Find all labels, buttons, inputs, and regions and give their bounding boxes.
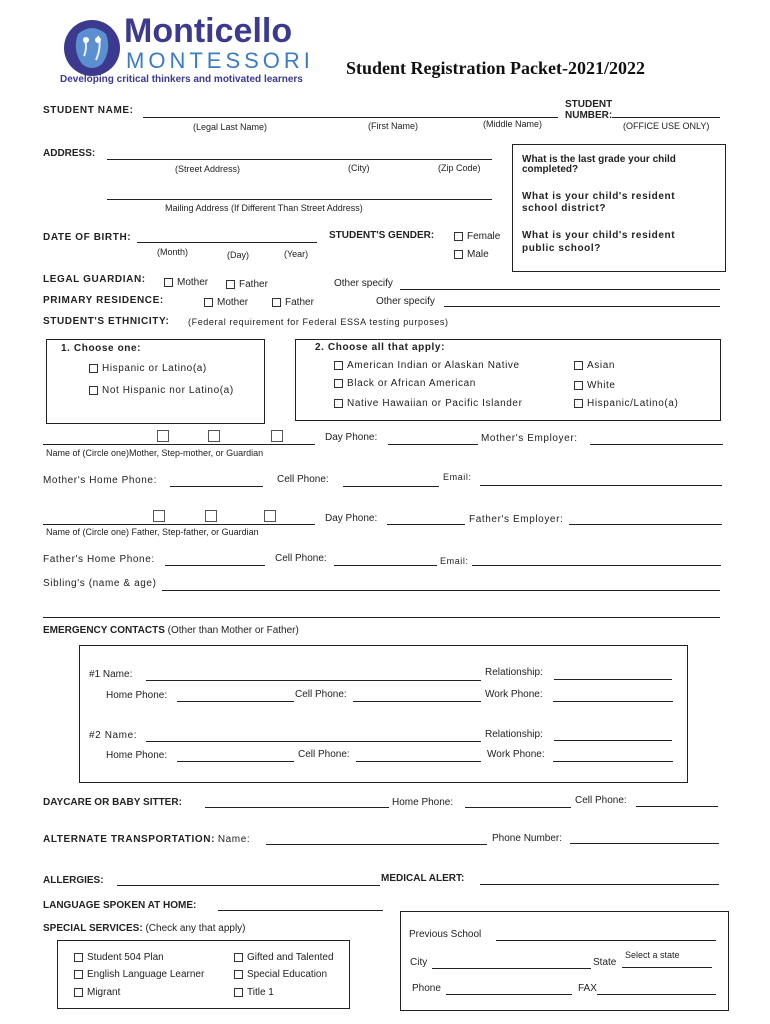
allergies-field[interactable] [117,885,380,886]
father-circle-checkbox-2[interactable] [205,510,217,522]
transport-name-label: Name: [217,834,251,845]
student-name-label: STUDENT NAME: [43,105,134,116]
contact2-name-field[interactable] [146,741,481,742]
male-checkbox[interactable] [454,250,463,259]
daycare-home-label: Home Phone: [392,797,454,808]
hispanic2-option[interactable] [574,398,678,409]
male-label: Male [467,249,489,260]
language-field[interactable] [218,910,383,911]
previous-school-label: Previous School [409,929,482,940]
siblings-field[interactable] [162,590,720,591]
district-question: What is your child's resident [522,191,676,202]
contact2-name-label: #2 Name: [89,730,138,741]
residence-father-checkbox[interactable] [272,298,281,307]
mother-day-phone-label: Day Phone: [325,432,378,443]
father-email-label: Email: [440,556,469,566]
migrant-checkbox[interactable] [74,988,83,997]
contact2-work-label: Work Phone: [487,749,545,760]
special-note: (Check any that apply) [145,923,246,934]
transport-phone-field[interactable] [570,843,719,844]
contact2-relationship-field[interactable] [554,740,672,741]
previous-school-field[interactable] [496,940,716,941]
gifted-checkbox[interactable] [234,953,243,962]
hispanic-checkbox[interactable] [89,364,98,373]
special-label: SPECIAL SERVICES: [43,923,143,934]
previous-school-box [400,911,729,1011]
last-grade-question: What is the last grade your child [522,154,676,165]
year-caption: (Year) [284,249,309,259]
prev-fax-label: FAX [578,983,597,994]
american-indian-label: American Indian or Alaskan Native [347,360,520,371]
asian-option[interactable] [574,360,615,371]
public-school-question-2: public school? [522,243,601,254]
student-name-field[interactable] [143,117,558,118]
asian-label: Asian [587,360,616,371]
guardian-mother-checkbox[interactable] [164,278,173,287]
ell-checkbox[interactable] [74,970,83,979]
guardian-father-label: Father [239,279,268,290]
mother-email-label: Email: [443,472,472,482]
address-label: ADDRESS: [43,148,96,159]
gifted-label: Gifted and Talented [247,952,334,963]
residence-other-label: Other specify [376,296,435,307]
white-option[interactable] [574,380,616,391]
daycare-label: DAYCARE OR BABY SITTER: [43,797,182,808]
dob-label: DATE OF BIRTH: [43,232,132,243]
gender-label: STUDENT'S GENDER: [329,230,435,241]
street-address-field[interactable] [107,159,492,160]
s504-checkbox[interactable] [74,953,83,962]
contact1-home-field[interactable] [177,701,294,702]
prev-phone-field[interactable] [446,994,572,995]
transport-name-field[interactable] [266,844,487,845]
sped-option[interactable] [234,969,327,980]
guardian-label: LEGAL GUARDIAN: [43,274,146,285]
mother-day-phone-field[interactable] [388,444,478,445]
father-circle-checkbox-1[interactable] [153,510,165,522]
student-number-field[interactable] [612,117,720,118]
hispanic-option[interactable] [89,363,207,374]
female-label: Female [467,231,501,242]
father-email-field[interactable] [472,565,721,566]
ethnicity-note: (Federal requirement for Federal ESSA testing purposes) [188,317,449,327]
contact1-name-label: #1 Name: [89,669,133,680]
mother-circle-checkbox-1[interactable] [157,430,169,442]
ell-label: English Language Learner [87,969,205,980]
daycare-name-field[interactable] [205,807,389,808]
hispanic2-checkbox[interactable] [574,399,583,408]
residence-father-option[interactable] [272,297,314,308]
choose-all-heading: 2. Choose all that apply: [315,342,446,353]
title1-checkbox[interactable] [234,988,243,997]
mother-home-phone-field[interactable] [170,486,263,487]
mother-cell-field[interactable] [343,486,439,487]
prev-phone-label: Phone [412,983,441,994]
american-indian-checkbox[interactable] [334,361,343,370]
choose-one-heading: 1. Choose one: [61,343,142,354]
contact1-work-label: Work Phone: [485,689,543,700]
father-employer-label: Father's Employer: [469,514,564,525]
medical-alert-label: MEDICAL ALERT: [381,873,465,884]
contact2-cell-label: Cell Phone: [298,749,350,760]
mother-email-field[interactable] [480,485,722,486]
guardian-other-field[interactable] [400,289,720,290]
sped-label: Special Education [247,969,328,980]
student-number-label-1: STUDENT [565,99,613,110]
logo-subname: MONTESSORI [126,48,314,73]
residence-other-field[interactable] [444,306,720,307]
father-cell-field[interactable] [334,565,437,566]
guardian-father-option[interactable] [226,279,268,290]
father-day-phone-label: Day Phone: [325,513,378,524]
logo-name: Monticello [124,12,293,50]
not-hispanic-label: Not Hispanic nor Latino(a) [102,385,234,396]
daycare-cell-field[interactable] [636,806,718,807]
day-caption: (Day) [227,250,249,260]
hispanic2-label: Hispanic/Latino(a) [587,398,679,409]
contact1-work-field[interactable] [553,701,673,702]
mother-circle-checkbox-3[interactable] [271,430,283,442]
black-checkbox[interactable] [334,379,343,388]
gifted-option[interactable] [234,952,334,963]
guardian-father-checkbox[interactable] [226,280,235,289]
prev-state-select[interactable]: Select a state [625,950,680,960]
contact1-relationship-field[interactable] [554,679,672,680]
medical-alert-field[interactable] [480,884,719,885]
mother-name-field[interactable] [43,444,315,445]
emergency-heading [43,625,299,636]
father-name-field[interactable] [43,524,315,525]
mother-employer-label: Mother's Employer: [481,433,578,444]
contact1-home-label: Home Phone: [106,690,168,701]
ell-option[interactable] [74,969,204,980]
siblings-field-2[interactable] [43,617,720,618]
street-caption: (Street Address) [175,164,241,174]
hawaiian-checkbox[interactable] [334,399,343,408]
prev-state-label: State [593,957,617,968]
title1-option[interactable] [234,987,274,998]
father-name-caption: Name of (Circle one) Father, Step-father, or Guardian [46,527,259,537]
father-home-phone-field[interactable] [165,565,265,566]
owl-globe-icon [58,16,124,82]
dob-field[interactable] [137,242,317,243]
father-home-phone-label: Father's Home Phone: [43,554,155,565]
guardian-mother-option[interactable] [164,277,208,288]
middle-name-caption: (Middle Name) [483,119,543,129]
mother-circle-checkbox-2[interactable] [208,430,220,442]
prev-state-field [622,967,712,968]
migrant-label: Migrant [87,987,121,998]
school-logo [58,14,328,86]
mother-home-phone-label: Mother's Home Phone: [43,475,157,486]
district-question-2: school district? [522,203,607,214]
page-title: Student Registration Packet-2021/2022 [346,58,645,78]
mailing-caption: Mailing Address (If Different Than Street Address) [165,203,363,213]
contact2-relationship-label: Relationship: [485,729,543,740]
not-hispanic-option[interactable] [89,385,234,396]
guardian-mother-label: Mother [177,277,209,288]
sped-checkbox[interactable] [234,970,243,979]
zip-caption: (Zip Code) [438,163,481,173]
school-history-box [512,144,726,272]
residence-label: PRIMARY RESIDENCE: [43,295,164,306]
emergency-label: EMERGENCY CONTACTS [43,625,165,636]
month-caption: (Month) [157,247,189,257]
hispanic-label: Hispanic or Latino(a) [102,363,207,374]
siblings-label: Sibling's (name & age) [43,578,157,589]
daycare-home-field[interactable] [465,807,571,808]
contact1-name-field[interactable] [146,680,481,681]
female-checkbox[interactable] [454,232,463,241]
s504-label: Student 504 Plan [87,952,164,963]
guardian-other-label: Other specify [334,278,393,289]
black-label: Black or African American [347,378,476,389]
father-circle-checkbox-3[interactable] [264,510,276,522]
transport-label: ALTERNATE TRANSPORTATION: [43,834,216,845]
migrant-option[interactable] [74,987,120,998]
american-indian-option[interactable] [334,360,520,371]
contact1-relationship-label: Relationship: [485,667,543,678]
emergency-box [79,645,688,783]
s504-option[interactable] [74,952,164,963]
mailing-address-field[interactable] [107,199,492,200]
mother-cell-label: Cell Phone: [277,474,329,485]
emergency-note: (Other than Mother or Father) [167,625,299,636]
contact1-cell-label: Cell Phone: [295,689,347,700]
father-day-phone-field[interactable] [387,524,465,525]
special-heading [43,923,246,934]
contact2-home-label: Home Phone: [106,750,168,761]
title1-label: Title 1 [247,987,274,998]
asian-checkbox[interactable] [574,361,583,370]
transport-heading [43,834,250,845]
residence-mother-checkbox[interactable] [204,298,213,307]
residence-father-label: Father [285,297,314,308]
contact2-work-field[interactable] [553,761,673,762]
first-name-caption: (First Name) [368,121,418,131]
public-school-question: What is your child's resident [522,230,676,241]
last-grade-question-2: completed? [522,164,579,175]
father-employer-field[interactable] [569,524,722,525]
not-hispanic-checkbox[interactable] [89,386,98,395]
office-use-caption: (OFFICE USE ONLY) [623,121,710,131]
contact2-cell-field[interactable] [356,761,481,762]
hawaiian-option[interactable] [334,398,523,409]
allergies-label: ALLERGIES: [43,875,104,886]
contact1-cell-field[interactable] [353,701,481,702]
hawaiian-label: Native Hawaiian or Pacific Islander [347,398,523,409]
city-caption: (City) [348,163,370,173]
transport-phone-label: Phone Number: [492,833,563,844]
prev-city-field[interactable] [432,968,591,969]
choose-all-box [295,339,721,421]
contact2-home-field[interactable] [177,761,294,762]
special-services-box [57,940,350,1009]
white-label: White [587,380,616,391]
student-number-label-2: NUMBER: [565,110,613,121]
white-checkbox[interactable] [574,381,583,390]
residence-mother-option[interactable] [204,297,248,308]
female-option[interactable] [454,231,500,242]
language-label: LANGUAGE SPOKEN AT HOME: [43,900,197,911]
black-option[interactable] [334,378,476,389]
male-option[interactable] [454,249,489,260]
residence-mother-label: Mother [217,297,249,308]
father-cell-label: Cell Phone: [275,553,327,564]
ethnicity-label: STUDENT'S ETHNICITY: [43,316,170,327]
mother-employer-field[interactable] [590,444,723,445]
prev-city-label: City [410,957,428,968]
mother-name-caption: Name of (Circle one)Mother, Step-mother, or Guardian [46,448,264,458]
choose-one-box [46,339,265,424]
logo-tagline: Developing critical thinkers and motivated learners [60,74,303,85]
prev-fax-field[interactable] [597,994,716,995]
last-name-caption: (Legal Last Name) [193,122,268,132]
daycare-cell-label: Cell Phone: [575,795,627,806]
